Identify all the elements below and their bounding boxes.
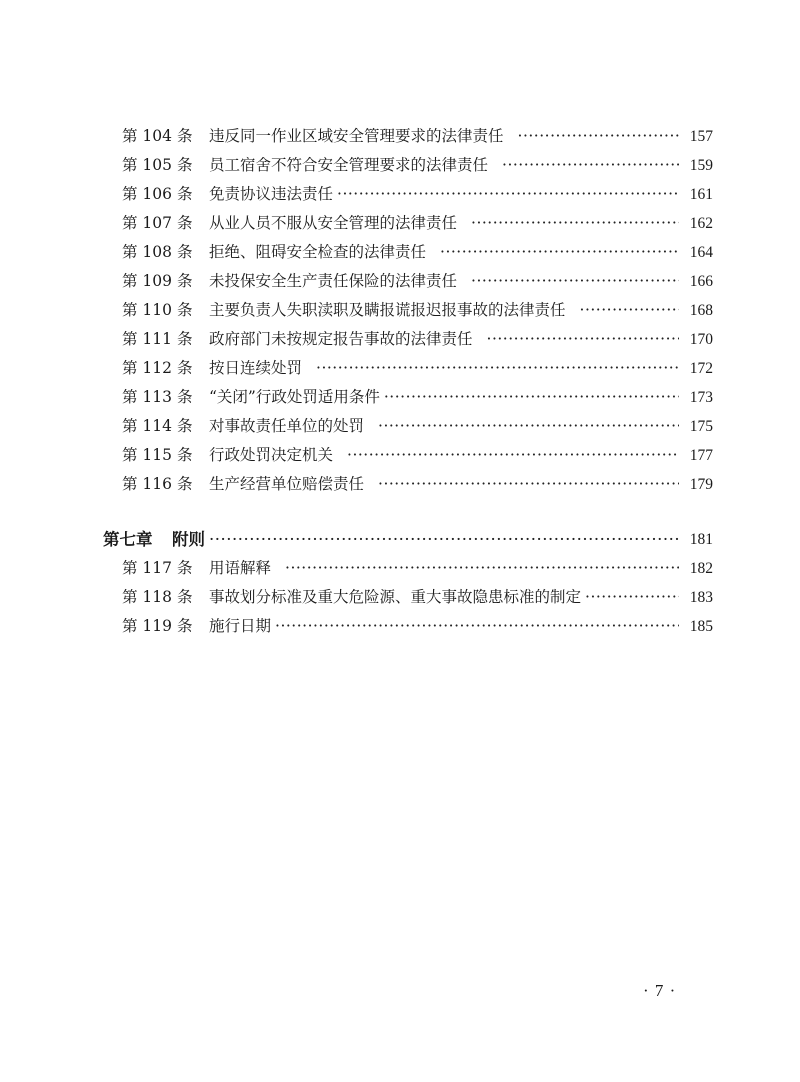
toc-chapter-7[interactable] [103, 525, 713, 554]
page-ref: 175 [689, 418, 713, 435]
dot-leader [378, 470, 679, 499]
toc-entry-105[interactable] [103, 151, 713, 180]
article-title: 事故划分标准及重大危险源、重大事故隐患标准的制定 [209, 588, 582, 606]
article-number: 第 116 条 [122, 475, 193, 493]
article-title: 主要负责人失职渎职及瞒报谎报迟报事故的法律责任 [209, 301, 566, 319]
page-ref: 183 [689, 589, 713, 606]
dot-leader [580, 296, 679, 325]
article-number: 第 109 条 [122, 272, 193, 290]
dot-leader [518, 122, 679, 151]
article-title: 生产经营单位赔偿责任 [209, 475, 365, 493]
dot-leader [487, 325, 679, 354]
toc-entry-110[interactable] [103, 296, 713, 325]
toc-entry-113[interactable] [103, 383, 713, 412]
dot-leader [585, 583, 679, 612]
article-title: 政府部门未按规定报告事故的法律责任 [209, 330, 473, 348]
page-ref: 164 [689, 244, 713, 261]
article-title: 免责协议违法责任 [209, 185, 334, 203]
page-ref: 179 [689, 476, 713, 493]
page-ref: 168 [689, 302, 713, 319]
article-title: 行政处罚决定机关 [209, 446, 334, 464]
page-ref: 182 [689, 560, 713, 577]
dot-leader [384, 383, 679, 412]
page-ref: 170 [689, 331, 713, 348]
article-number: 第 104 条 [122, 127, 193, 145]
article-title: “关闭”行政处罚适用条件 [209, 388, 380, 406]
page-ref: 172 [689, 360, 713, 377]
article-title: 从业人员不服从安全管理的法律责任 [209, 214, 458, 232]
chapter-title: 附则 [172, 530, 205, 549]
dot-leader [378, 412, 679, 441]
toc-entry-117[interactable] [103, 554, 713, 583]
dot-leader [275, 612, 679, 641]
article-number: 第 110 条 [122, 301, 193, 319]
page-ref: 177 [689, 447, 713, 464]
toc-entry-106[interactable] [103, 180, 713, 209]
page-ref: 185 [689, 618, 713, 635]
article-number: 第 119 条 [122, 617, 193, 635]
dot-leader [209, 525, 679, 554]
page-ref: 157 [689, 128, 713, 145]
dot-leader [337, 180, 679, 209]
toc-entry-119[interactable] [103, 612, 713, 641]
article-number: 第 115 条 [122, 446, 193, 464]
toc-entry-108[interactable] [103, 238, 713, 267]
article-number: 第 111 条 [122, 330, 193, 348]
article-number: 第 114 条 [122, 417, 193, 435]
article-number: 第 117 条 [122, 559, 193, 577]
article-number: 第 107 条 [122, 214, 193, 232]
dot-leader [502, 151, 679, 180]
page-ref: 161 [689, 186, 713, 203]
article-number: 第 108 条 [122, 243, 193, 261]
toc-entry-114[interactable] [103, 412, 713, 441]
dot-leader [285, 554, 679, 583]
article-title: 用语解释 [209, 559, 272, 577]
article-title: 对事故责任单位的处罚 [209, 417, 365, 435]
article-title: 未投保安全生产责任保险的法律责任 [209, 272, 458, 290]
page-ref: 181 [689, 531, 713, 548]
page-ref: 162 [689, 215, 713, 232]
article-title: 员工宿舍不符合安全管理要求的法律责任 [209, 156, 489, 174]
dot-leader [471, 209, 679, 238]
article-title: 施行日期 [209, 617, 272, 635]
section-gap [103, 499, 713, 525]
page-ref: 166 [689, 273, 713, 290]
toc-entry-107[interactable] [103, 209, 713, 238]
toc-entry-115[interactable] [103, 441, 713, 470]
dot-leader [471, 267, 679, 296]
page-number: · 7 · [643, 981, 677, 1000]
table-of-contents [103, 122, 713, 641]
article-number: 第 106 条 [122, 185, 193, 203]
toc-entry-109[interactable] [103, 267, 713, 296]
toc-entry-111[interactable] [103, 325, 713, 354]
article-title: 按日连续处罚 [209, 359, 303, 377]
chapter-number: 第七章 [103, 530, 153, 549]
article-number: 第 118 条 [122, 588, 193, 606]
toc-entry-112[interactable] [103, 354, 713, 383]
dot-leader [347, 441, 679, 470]
toc-entry-116[interactable] [103, 470, 713, 499]
article-number: 第 112 条 [122, 359, 193, 377]
article-number: 第 105 条 [122, 156, 193, 174]
article-title: 拒绝、阻碍安全检查的法律责任 [209, 243, 427, 261]
article-number: 第 113 条 [122, 388, 193, 406]
toc-entry-118[interactable] [103, 583, 713, 612]
toc-entry-104[interactable] [103, 122, 713, 151]
page-ref: 159 [689, 157, 713, 174]
article-title: 违反同一作业区域安全管理要求的法律责任 [209, 127, 504, 145]
page-ref: 173 [689, 389, 713, 406]
dot-leader [440, 238, 679, 267]
dot-leader [316, 354, 679, 383]
